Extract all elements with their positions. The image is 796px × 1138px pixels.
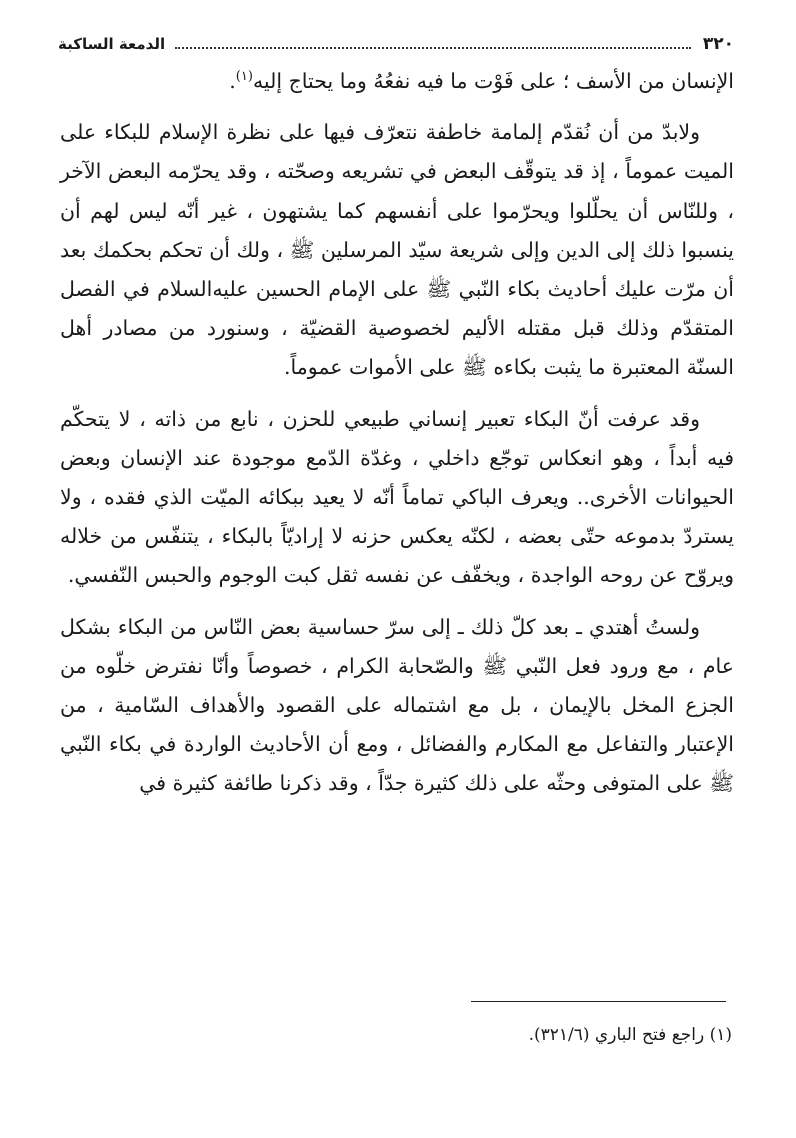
footnote-reference: (١) — [235, 69, 253, 85]
sentence-end: . — [229, 69, 236, 93]
paragraph-continuation — [60, 62, 734, 101]
paragraph: ولستُ أهتدي ـ بعد كلّ ذلك ـ إلى سرّ حساسية بعض النّاس من البكاء بشكل عام ، مع ورود فعل النّبي ﷺ والصّحابة الكرام ، خصوصاً وأنّا نفترض خلّوه من الجزع المخل بالإيمان ، بل مع اشتماله على القصود والأهداف السّامية ، من الإعتبار والتفاعل مع المكارم والفضائل ، ومع أن الأحاديث الواردة في بكاء النّبي ﷺ على المتوفى وحثّه على ذلك كثيرة جدّاً ، وقد ذكرنا طائفة كثيرة في — [60, 614, 734, 796]
page-number: ٣٢٠ — [702, 34, 734, 54]
running-header — [58, 30, 734, 54]
paragraph-text: الإنسان من الأسف ؛ على فَوْت ما فيه نفعُهُ وما يحتاج إليه — [252, 69, 734, 93]
paragraph: ولابدّ من أن نُقدّم إلمامة خاطفة نتعرّف فيها على نظرة الإسلام للبكاء على الميت عموماً ، إذ قد يتوقّف البعض في تشريعه وصحّته ، وقد يحرّمه البعض الآخر ، وللنّاس أن يحلّلوا ويحرّموا على أنفسهم كما يشتهون ، غير أنّه ليس لهم أن ينسبوا ذلك إلى الدين وإلى شريعة سيّد المرسلين ﷺ ، ولك أن تحكم بحكمك بعد أن مرّت عليك أحاديث بكاء النّبي ﷺ على الإمام الحسين عليه‌السلام في الفصل المتقدّم وذلك قبل مقتله الأليم لخصوصية القضيّة ، وسنورد من مصادر أهل السنّة المعتبرة ما يثبت بكاءه ﷺ على الأموات عموماً. — [60, 120, 734, 380]
paragraph: وقد عرفت أنّ البكاء تعبير إنساني طبيعي للحزن ، نابع من ذاته ، لا يتحكّم فيه أبداً ، وهو انعكاس توجّع داخلي ، وغدّة الدّمع موجودة عند الإنسان وبعض الحيوانات الأخرى.. ويعرف الباكي تماماً أنّه لا يعيد ببكائه الميّت الذي فقده ، ولا يستردّ بدموعه حتّى بعضه ، لكنّه يعكس حزنه لا إراديّاً بالبكاء ، يتنفّس من خلاله ويروّح عن روحه الواجدة ، ويخفّف عن نفسه ثقل كبت الوجوم والحبس النّفسي. — [60, 406, 734, 588]
header-dotted-leader — [175, 47, 691, 49]
footnote: (١) راجع فتح الباري (٣٢١/٦). — [528, 1025, 732, 1045]
book-title: الدمعة الساكبة — [58, 35, 166, 53]
body-text — [60, 62, 734, 804]
footnote-separator — [471, 1001, 726, 1002]
